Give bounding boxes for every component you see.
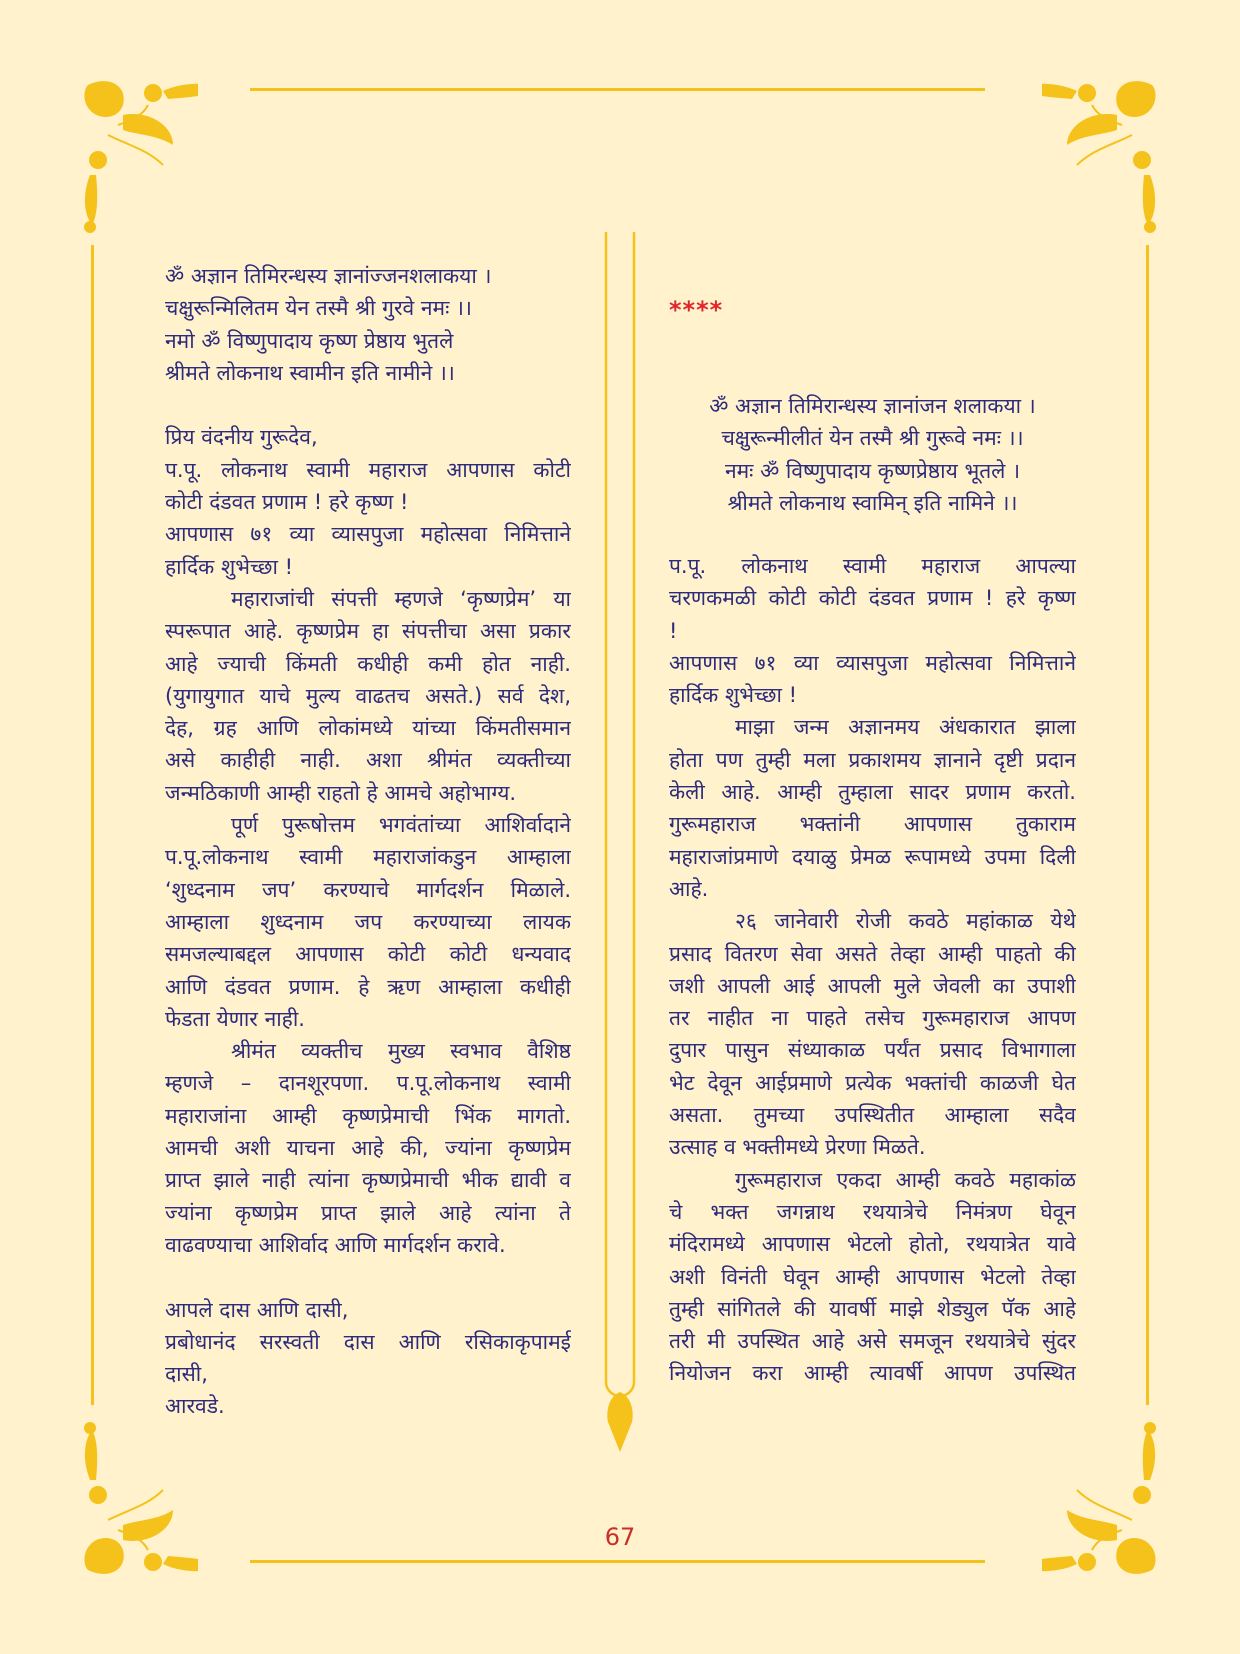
- text-line: महाराजांची संपत्ती म्हणजे ‘कृष्णप्रेम’ या: [231, 586, 571, 611]
- verse-line: ॐ अज्ञान तिमिरान्धस्य ज्ञानांजन शलाकया ।: [709, 394, 1036, 418]
- text-line: दासी,: [165, 1362, 208, 1387]
- text-line: देह, ग्रह आणि लोकांमध्ये यांच्या किंमतीसमान: [165, 716, 571, 741]
- bottom-border-line: [250, 1560, 985, 1563]
- left-column: [165, 260, 571, 1423]
- text-line: प्राप्त झाले नाही त्यांना कृष्णप्रेमाची भीक द्यावी व: [165, 1168, 571, 1193]
- top-border-line: [250, 88, 985, 91]
- text-line: ‘शुध्दनाम जप’ करण्याचे मार्गदर्शन मिळाले.: [165, 877, 571, 902]
- text-line: पूर्ण पुरूषोत्तम भगवंतांच्या आशिर्वादाने: [231, 813, 571, 838]
- text-line: उत्साह व भक्तीमध्ये प्रेरणा मिळते.: [669, 1135, 926, 1160]
- text-line: आरवडे.: [165, 1394, 225, 1419]
- text-line: होता पण तुम्ही मला प्रकाशमय ज्ञानाने दृष्टी प्रदान: [669, 747, 1076, 772]
- text-line: दुपार पासुन संध्याकाळ पर्यंत प्रसाद विभागाला: [669, 1038, 1076, 1063]
- text-line: म्हणजे – दानशूरपणा. प.पू.लोकनाथ स्वामी: [165, 1071, 571, 1096]
- text-line: प्रिय वंदनीय गुरूदेव,: [165, 425, 318, 450]
- text-line: हार्दिक शुभेच्छा !: [165, 554, 294, 579]
- text-line: नियोजन करा आम्ही त्यावर्षी आपण उपस्थित: [669, 1361, 1076, 1386]
- text-line: आपले दास आणि दासी,: [165, 1297, 349, 1322]
- text-line: गुरूमहाराज भक्तांनी आपणास तुकाराम: [669, 812, 1076, 837]
- text-line: माझा जन्म अज्ञानमय अंधकारात झाला: [735, 715, 1076, 740]
- text-line: २६ जानेवारी रोजी कवठे महांकाळ येथे: [735, 909, 1076, 934]
- text-line: आहे.: [669, 876, 709, 901]
- verse-line: नमः ॐ विष्णुपादाय कृष्णप्रेष्ठाय भूतले ।: [724, 458, 1021, 483]
- text-line: असे काहीही नाही. अशा श्रीमंत व्यक्तीच्या: [165, 748, 571, 773]
- floral-corner-ornament-icon-top-right: [1042, 75, 1162, 235]
- text-line: चरणकमळी कोटी कोटी दंडवत प्रणाम ! हरे कृष्ण: [669, 586, 1076, 611]
- text-line: आपणास ७१ व्या व्यासपुजा महोत्सवा निमित्ताने: [165, 522, 571, 547]
- text-line: स्परूपात आहे. कृष्णप्रेम हा संपत्तीचा असा प्रकार: [165, 619, 571, 644]
- text-line: प्रबोधानंद सरस्वती दास आणि रसिकाकृपामई: [165, 1329, 571, 1354]
- verse-line: चक्षुरून्मीलीतं येन तस्मै श्री गुरूवे नमः ।।: [721, 426, 1024, 451]
- page-number: 67: [604, 1523, 636, 1551]
- text-line: प.पू. लोकनाथ स्वामी महाराज आपणास कोटी: [165, 457, 571, 482]
- text-line: जशी आपली आई आपली मुले जेवली का उपाशी: [669, 973, 1076, 998]
- right-verse: [669, 390, 1076, 519]
- text-line: आपणास ७१ व्या व्यासपुजा महोत्सवा निमित्ताने: [669, 650, 1076, 675]
- text-line: फेडता येणार नाही.: [165, 1006, 305, 1031]
- text-line: तुम्ही सांगितले की यावर्षी माझे शेड्युल पॅक आहे: [669, 1296, 1076, 1321]
- verse-line: श्रीमते लोकनाथ स्वामिन् इति नामिने ।।: [727, 490, 1018, 515]
- text-line: वाढवण्याचा आशिर्वाद आणि मार्गदर्शन करावे.: [165, 1232, 506, 1257]
- text-line: चे भक्त जगन्नाथ रथयात्रेचे निमंत्रण घेवून: [669, 1199, 1076, 1224]
- text-line: जन्मठिकाणी आम्ही राहतो हे आमचे अहोभाग्य.: [165, 780, 517, 805]
- text-line: आहे ज्याची किंमती कधीही कमी होत नाही.: [165, 651, 571, 676]
- text-line: ॐ अज्ञान तिमिरन्धस्य ज्ञानांज्जनशलाकया ।: [165, 264, 492, 288]
- text-line: हार्दिक शुभेच्छा !: [669, 683, 798, 708]
- floral-corner-ornament-icon-bottom-left: [78, 1420, 198, 1580]
- text-line: (युगायुगात याचे मुल्य वाढतच असते.) सर्व देश,: [165, 683, 571, 708]
- floral-corner-ornament-icon-top-left: [78, 75, 198, 235]
- text-line: अशी विनंती घेवून आम्ही आपणास भेटलो तेव्हा: [669, 1264, 1076, 1289]
- text-line: भेट देवून आईप्रमाणे प्रत्येक भक्तांची काळजी घेत: [669, 1070, 1076, 1095]
- text-line: प्रसाद वितरण सेवा असते तेव्हा आम्ही पाहतो की: [669, 941, 1076, 966]
- text-line: केली आहे. आम्ही तुम्हाला सादर प्रणाम करतो.: [669, 780, 1076, 805]
- left-border-line: [91, 245, 94, 1405]
- section-separator-stars: ****: [669, 296, 724, 324]
- right-column: [669, 550, 1076, 1390]
- text-line: प.पू. लोकनाथ स्वामी महाराज आपल्या: [669, 554, 1076, 578]
- floral-corner-ornament-icon-bottom-right: [1042, 1420, 1162, 1580]
- right-border-line: [1146, 245, 1149, 1405]
- text-line: तर नाहीत ना पाहते तसेच गुरूमहाराज आपण: [669, 1006, 1076, 1031]
- text-line: आणि दंडवत प्रणाम. हे ऋण आम्हाला कधीही: [165, 974, 571, 999]
- text-line: श्रीमंत व्यक्तीच मुख्य स्वभाव वैशिष्ठ: [231, 1039, 571, 1064]
- text-line: गुरूमहाराज एकदा आम्ही कवठे महाकांळ: [735, 1167, 1076, 1192]
- text-line: श्रीमते लोकनाथ स्वामीन इति नामीने ।।: [165, 360, 455, 385]
- text-line: महाराजांना आम्ही कृष्णप्रेमाची भिंक मागतो.: [165, 1103, 571, 1128]
- text-line: आमची अशी याचना आहे की, ज्यांना कृष्णप्रेम: [165, 1136, 571, 1161]
- text-line: समजल्याबद्दल आपणास कोटी कोटी धन्यवाद: [165, 942, 571, 967]
- text-line: प.पू.लोकनाथ स्वामी महाराजांकडुन आम्हाला: [165, 845, 571, 870]
- text-line: आम्हाला शुध्दनाम जप करण्याच्या लायक: [165, 909, 571, 934]
- text-line: !: [669, 618, 678, 643]
- text-line: कोटी दंडवत प्रणाम ! हरे कृष्ण !: [165, 490, 409, 515]
- text-line: असता. तुमच्या उपस्थितीत आम्हाला सदैव: [669, 1103, 1076, 1128]
- text-line: मंदिरामध्ये आपणास भेटलो होतो, रथयात्रेत यावे: [669, 1232, 1076, 1257]
- text-line: चक्षुरून्मिलितम येन तस्मै श्री गुरवे नमः ।।: [165, 296, 472, 321]
- text-line: तरी मी उपस्थित आहे असे समजून रथयात्रेचे सुंदर: [669, 1329, 1076, 1354]
- tilak-divider-icon: [600, 232, 640, 1452]
- text-line: महाराजांप्रमाणे दयाळु प्रेमळ रूपामध्ये उपमा दिली: [669, 844, 1076, 869]
- text-line: नमो ॐ विष्णुपादाय कृष्ण प्रेष्ठाय भुतले: [165, 328, 454, 353]
- text-line: ज्यांना कृष्णप्रेम प्राप्त झाले आहे त्यांना ते: [165, 1200, 571, 1225]
